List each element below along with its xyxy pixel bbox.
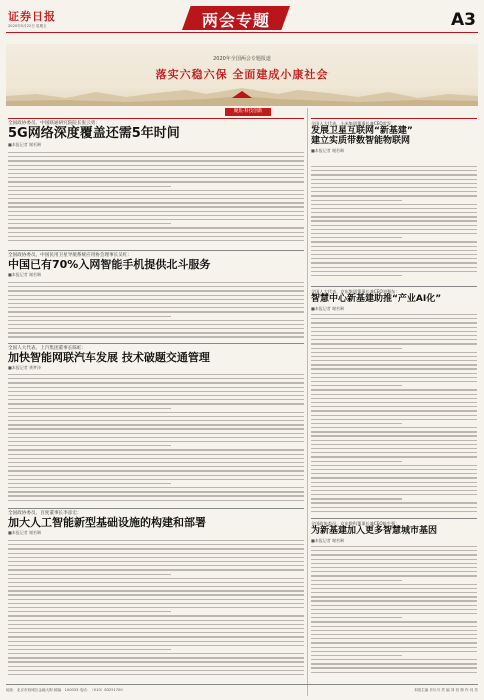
text-line — [311, 473, 477, 474]
text-line — [311, 617, 402, 618]
text-line — [311, 394, 477, 395]
text-line — [8, 219, 304, 220]
article-ai-infra — [8, 508, 304, 535]
text-line — [8, 661, 304, 662]
text-line — [8, 152, 304, 153]
text-line — [8, 670, 304, 671]
text-line — [311, 410, 477, 411]
text-line — [8, 403, 304, 404]
text-line — [8, 227, 304, 228]
text-line — [8, 569, 304, 570]
text-line — [8, 186, 171, 187]
text-line — [311, 444, 477, 445]
text-line — [311, 208, 477, 209]
text-line — [8, 437, 304, 438]
text-line — [311, 275, 402, 276]
issue-date: 2020年5月22日 星期五 — [8, 24, 47, 28]
text-line — [311, 584, 477, 585]
text-line — [311, 554, 477, 555]
text-line — [8, 206, 304, 207]
text-line — [8, 295, 304, 296]
text-line — [8, 290, 304, 291]
article-title: 中国已有70%入网智能手机提供北斗服务 — [8, 258, 211, 271]
masthead-divider — [6, 32, 478, 33]
text-line — [311, 559, 477, 560]
text-line — [8, 424, 304, 425]
text-line — [8, 611, 171, 612]
text-line — [8, 590, 304, 591]
text-line — [8, 607, 304, 608]
article-kicker: 全国人大代表、京东集团董事长兼CEO刘强东： — [311, 289, 400, 294]
text-line — [311, 331, 477, 332]
text-line — [311, 546, 477, 547]
text-line — [311, 267, 477, 268]
text-line — [8, 286, 304, 287]
hero-banner — [6, 44, 478, 106]
text-line — [8, 190, 304, 191]
text-line — [8, 282, 304, 283]
text-line — [8, 211, 304, 212]
text-line — [311, 364, 477, 365]
text-line — [311, 195, 477, 196]
text-line — [311, 229, 477, 230]
text-line — [311, 389, 477, 390]
text-line — [8, 332, 304, 333]
article-body — [311, 314, 477, 515]
text-line — [8, 202, 304, 203]
text-line — [8, 412, 304, 413]
text-line — [8, 495, 304, 496]
page-footer — [6, 684, 478, 697]
text-line — [8, 420, 304, 421]
text-line — [8, 441, 304, 442]
text-line — [8, 173, 304, 174]
text-line — [311, 494, 477, 495]
article-byline: ■本报记者 谢若琳 — [311, 537, 345, 543]
text-line — [311, 642, 477, 643]
text-line — [8, 479, 304, 480]
text-line — [311, 580, 402, 581]
text-line — [311, 638, 477, 639]
text-line — [311, 588, 477, 589]
text-line — [8, 657, 304, 658]
text-line — [311, 246, 477, 247]
article-byline: ■本报记者 龚梦泽 — [8, 365, 42, 371]
article-jd — [311, 286, 477, 311]
text-line — [8, 428, 304, 429]
text-line — [8, 232, 304, 233]
article-kicker: 全国政协委员、中国联通研究院院长张云勇： — [8, 121, 100, 126]
text-line — [311, 415, 477, 416]
text-line — [311, 200, 402, 201]
hero-subtitle: 2020年全国两会专题报道 — [213, 56, 271, 62]
text-line — [8, 374, 304, 375]
article-body — [311, 166, 477, 279]
text-line — [311, 613, 477, 614]
text-line — [311, 596, 477, 597]
text-line — [8, 458, 304, 459]
text-line — [311, 237, 402, 238]
text-line — [8, 578, 304, 579]
article-body — [8, 152, 304, 244]
text-line — [311, 655, 402, 656]
text-line — [311, 440, 477, 441]
text-line — [8, 198, 304, 199]
text-line — [311, 216, 477, 217]
text-line — [8, 215, 304, 216]
text-line — [311, 423, 402, 424]
text-line — [311, 356, 477, 357]
text-line — [8, 645, 304, 646]
article-body — [311, 546, 477, 676]
text-line — [8, 156, 304, 157]
masthead — [6, 6, 478, 40]
text-line — [8, 574, 171, 575]
text-line — [8, 599, 304, 600]
text-line — [8, 416, 304, 417]
text-line — [311, 250, 477, 251]
text-line — [8, 666, 304, 667]
text-line — [311, 435, 477, 436]
text-line — [8, 632, 304, 633]
text-line — [8, 387, 304, 388]
text-line — [8, 540, 304, 541]
text-line — [8, 177, 304, 178]
text-line — [311, 634, 477, 635]
text-line — [311, 335, 477, 336]
text-line — [8, 561, 304, 562]
text-line — [311, 327, 477, 328]
text-line — [311, 502, 477, 503]
article-beidou — [8, 250, 304, 277]
text-line — [311, 368, 477, 369]
article-kicker: 全国人大代表、小米集团董事长兼CEO雷军： — [311, 121, 396, 126]
text-line — [311, 377, 477, 378]
article-5g — [8, 118, 304, 147]
text-line — [311, 511, 477, 512]
text-line — [311, 575, 477, 576]
article-title: 智慧中心新基建助推“产业AI化” — [311, 294, 442, 304]
text-line — [311, 385, 402, 386]
text-line — [8, 449, 304, 450]
text-line — [8, 454, 304, 455]
text-line — [311, 482, 477, 483]
text-line — [311, 486, 477, 487]
text-line — [8, 548, 304, 549]
text-line — [311, 241, 477, 242]
footer-address: 地址：北京市西城区金融大街 邮编：100033 电话：（010）83251700 — [6, 688, 123, 692]
text-line — [8, 324, 304, 325]
text-line — [311, 431, 477, 432]
text-line — [8, 433, 304, 434]
article-byline: ■本报记者 谢若琳 — [311, 305, 345, 311]
article-body — [8, 282, 304, 341]
text-line — [311, 406, 477, 407]
text-line — [8, 165, 304, 166]
text-line — [8, 382, 304, 383]
text-line — [8, 445, 171, 446]
text-line — [311, 490, 477, 491]
article-icv — [8, 343, 304, 370]
text-line — [8, 565, 304, 566]
text-line — [311, 567, 477, 568]
text-line — [311, 174, 477, 175]
text-line — [311, 609, 477, 610]
text-line — [311, 179, 477, 180]
text-line — [311, 621, 477, 622]
text-line — [311, 507, 477, 508]
text-line — [8, 160, 304, 161]
text-line — [8, 620, 304, 621]
text-line — [311, 663, 477, 664]
text-line — [8, 169, 304, 170]
text-line — [8, 628, 304, 629]
text-line — [8, 582, 304, 583]
article-kicker: 全国政协委员、百度董事长李彦宏： — [8, 511, 82, 516]
text-line — [8, 491, 304, 492]
text-line — [8, 395, 304, 396]
article-body — [8, 374, 304, 504]
text-line — [311, 191, 477, 192]
article-byline: ■本报记者 谢若琳 — [8, 530, 42, 536]
text-line — [8, 307, 304, 308]
text-line — [311, 381, 477, 382]
text-line — [311, 360, 477, 361]
text-line — [311, 477, 477, 478]
text-line — [8, 624, 304, 625]
text-line — [311, 348, 402, 349]
text-line — [8, 470, 304, 471]
text-line — [8, 408, 171, 409]
text-line — [8, 557, 304, 558]
text-line — [311, 262, 477, 263]
section-banner-label: 两会专题 — [201, 11, 270, 30]
article-title: 5G网络深度覆盖还需5年时间 — [8, 126, 180, 141]
text-line — [8, 641, 304, 642]
text-line — [311, 220, 477, 221]
article-xiaomi — [311, 118, 477, 153]
section-tag: 聚焦·科技创新 — [225, 108, 271, 116]
text-line — [8, 594, 304, 595]
article-byline: ■本报记者 谢若琳 — [8, 272, 42, 278]
text-line — [311, 373, 477, 374]
text-line — [311, 452, 477, 453]
text-line — [8, 391, 304, 392]
newspaper-logo: 证券日报 — [8, 10, 56, 23]
text-line — [8, 674, 304, 675]
column-divider — [307, 108, 308, 696]
text-line — [311, 398, 477, 399]
article-kicker: 全国人大代表、上汽集团董事长陈虹： — [8, 346, 87, 351]
text-line — [8, 553, 304, 554]
text-line — [8, 475, 304, 476]
text-line — [311, 402, 477, 403]
article-byline: ■本报记者 谢若琳 — [311, 147, 345, 153]
text-line — [8, 586, 304, 587]
text-line — [8, 181, 304, 182]
text-line — [8, 299, 304, 300]
text-line — [311, 672, 477, 673]
text-line — [8, 303, 304, 304]
text-line — [311, 204, 477, 205]
text-line — [8, 240, 304, 241]
text-line — [311, 339, 477, 340]
text-line — [311, 465, 477, 466]
text-line — [311, 647, 477, 648]
article-title: 为新基建加入更多智慧城市基因 — [311, 526, 438, 536]
text-line — [311, 448, 477, 449]
article-kicker: 全国政协委员、京东数科董事长兼CEO陈生强： — [311, 521, 400, 526]
text-line — [8, 653, 304, 654]
text-line — [311, 456, 477, 457]
text-line — [311, 318, 477, 319]
text-line — [8, 615, 304, 616]
text-line — [311, 314, 477, 315]
article-kicker: 全国政协委员、中国民用卫星导航系统应用协会理事长吴红： — [8, 253, 133, 258]
text-line — [8, 462, 304, 463]
text-line — [311, 322, 477, 323]
text-line — [311, 605, 477, 606]
footer-editors: 本版主编 乔川川 责 编 刘 钊 制 作 闫 亮 — [413, 688, 478, 692]
text-line — [311, 233, 477, 234]
text-line — [8, 311, 304, 312]
text-line — [311, 254, 477, 255]
page-number: A3 — [451, 10, 476, 30]
text-line — [8, 500, 304, 501]
text-line — [8, 328, 304, 329]
text-line — [311, 271, 477, 272]
article-title: 加快智能网联汽车发展 技术破题交通管理 — [8, 351, 210, 364]
text-line — [311, 630, 477, 631]
text-line — [311, 571, 477, 572]
text-line — [8, 603, 304, 604]
text-line — [311, 352, 477, 353]
text-line — [311, 170, 477, 171]
text-line — [311, 592, 477, 593]
text-line — [311, 225, 477, 226]
text-line — [8, 466, 304, 467]
text-line — [8, 316, 171, 317]
text-line — [311, 626, 477, 627]
text-line — [311, 212, 477, 213]
article-jd-digits — [311, 518, 477, 543]
text-line — [8, 399, 304, 400]
text-line — [8, 320, 304, 321]
text-line — [8, 336, 304, 337]
text-line — [311, 469, 477, 470]
text-line — [311, 651, 477, 652]
skyline-illustration — [6, 82, 478, 106]
text-line — [311, 667, 477, 668]
text-line — [8, 483, 171, 484]
text-line — [311, 550, 477, 551]
text-line — [311, 343, 477, 344]
article-title: 加大人工智能新型基础设施的构建和部署 — [8, 516, 206, 529]
article-title-line1: 发展卫星互联网“新基建” — [311, 126, 413, 136]
text-line — [311, 498, 402, 499]
text-line — [8, 378, 304, 379]
text-line — [8, 544, 304, 545]
hero-slogan: 落实六稳六保 全面建成小康社会 — [155, 68, 329, 81]
text-line — [8, 649, 171, 650]
text-line — [311, 183, 477, 184]
text-line — [311, 563, 477, 564]
text-line — [311, 166, 477, 167]
article-title-line2: 建立实质带数智能物联网 — [311, 135, 411, 146]
text-line — [311, 600, 477, 601]
text-line — [8, 194, 304, 195]
text-line — [311, 659, 477, 660]
text-line — [8, 223, 171, 224]
text-line — [311, 461, 402, 462]
text-line — [8, 636, 304, 637]
text-line — [311, 258, 477, 259]
text-line — [311, 187, 477, 188]
text-line — [311, 419, 477, 420]
text-line — [8, 487, 304, 488]
article-body — [8, 540, 304, 678]
text-line — [311, 427, 477, 428]
article-byline: ■本报记者 谢若琳 — [8, 142, 42, 148]
text-line — [8, 236, 304, 237]
